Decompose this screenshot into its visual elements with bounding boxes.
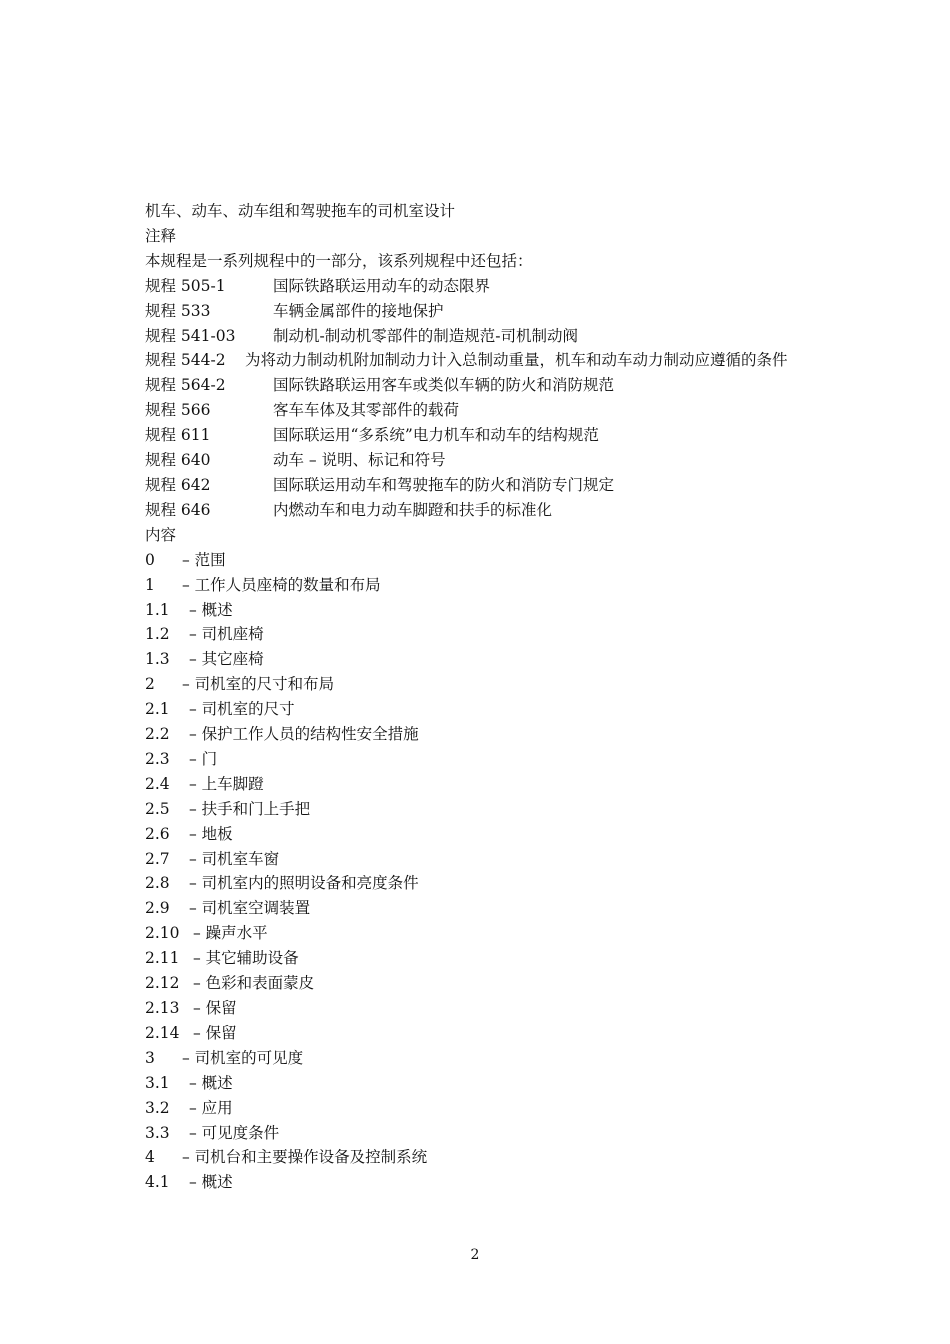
toc-item — [145, 548, 815, 573]
contents-heading: 内容 — [145, 525, 177, 544]
regulation-code: 规程 533 — [145, 301, 211, 320]
regulation-text: 国际铁路联运用客车或类似车辆的防火和消防规范 — [273, 376, 615, 395]
toc-item — [145, 672, 815, 697]
regulation-text: 制动机-制动机零部件的制造规范-司机制动阀 — [273, 326, 578, 345]
toc-item — [145, 647, 815, 672]
toc-number: 2.3 — [145, 749, 170, 768]
toc-item — [145, 722, 815, 747]
toc-number: 1.1 — [145, 600, 170, 619]
regulation-text: 国际联运用动车和驾驶拖车的防火和消防专门规定 — [273, 475, 615, 494]
toc-item — [145, 847, 815, 872]
toc-item — [145, 797, 815, 822]
toc-text: – 概述 — [189, 1073, 233, 1092]
toc-text: – 躁声水平 — [193, 924, 268, 943]
regulation-code: 规程 564-2 — [145, 376, 226, 395]
toc-text: – 司机室车窗 — [189, 849, 280, 868]
regulation-code: 规程 642 — [145, 475, 211, 494]
toc-number: 3.3 — [145, 1123, 170, 1142]
toc-text: – 司机座椅 — [189, 625, 264, 644]
regulation-text: 为将动力制动机附加制动力计入总制动重量，机车和动车动力制动应遵循的条件 — [245, 351, 788, 370]
toc-item — [145, 921, 815, 946]
regulation-text: 国际铁路联运用动车的动态限界 — [273, 276, 491, 295]
toc-item — [145, 573, 815, 598]
toc-number: 3.1 — [145, 1073, 170, 1092]
toc-item — [145, 622, 815, 647]
regulation-text: 内燃动车和电力动车脚蹬和扶手的标准化 — [273, 500, 553, 519]
regulation-item — [145, 373, 815, 398]
document-title: 机车、动车、动车组和驾驶拖车的司机室设计 — [145, 202, 456, 220]
toc-number: 3.2 — [145, 1098, 170, 1117]
toc-text: – 司机室内的照明设备和亮度条件 — [189, 874, 419, 893]
toc-number: 1.3 — [145, 650, 170, 669]
toc-number: 2.12 — [145, 974, 180, 993]
toc-item — [145, 772, 815, 797]
toc-item — [145, 1170, 815, 1195]
toc-number: 2.5 — [145, 799, 170, 818]
page-number: 2 — [470, 1247, 480, 1263]
regulation-item — [145, 473, 815, 498]
toc-text: – 范围 — [182, 550, 226, 569]
toc-number: 4 — [145, 1148, 155, 1167]
toc-number: 4.1 — [145, 1173, 170, 1192]
note-heading: 注释 — [145, 226, 177, 245]
toc-text: – 保留 — [193, 999, 237, 1017]
toc-item — [145, 1046, 815, 1071]
toc-text: – 保留 — [193, 1023, 237, 1042]
toc-text: – 司机室的尺寸和布局 — [182, 675, 335, 694]
toc-text: – 司机室的尺寸 — [189, 700, 295, 719]
regulation-code: 规程 541-03 — [145, 326, 236, 345]
toc-item — [145, 871, 815, 896]
toc-item — [145, 697, 815, 722]
toc-item — [145, 1021, 815, 1046]
toc-text: – 概述 — [189, 600, 233, 619]
toc-number: 1.2 — [145, 625, 170, 644]
toc-number: 2.9 — [145, 899, 170, 918]
regulation-item — [145, 348, 815, 373]
toc-item — [145, 1145, 815, 1170]
toc-item — [145, 971, 815, 996]
toc-number: 2.10 — [145, 924, 180, 943]
regulation-item — [145, 398, 815, 423]
regulation-code: 规程 566 — [145, 401, 211, 420]
regulation-code: 规程 646 — [145, 500, 211, 519]
toc-number: 1 — [145, 575, 155, 594]
toc-text: – 上车脚蹬 — [189, 774, 264, 793]
regulation-code: 规程 505-1 — [145, 276, 226, 295]
toc-text: – 其它辅助设备 — [193, 949, 299, 968]
toc-number: 0 — [145, 550, 155, 569]
toc-text: – 保护工作人员的结构性安全措施 — [189, 725, 419, 744]
toc-number: 2.13 — [145, 999, 180, 1017]
toc-number: 2.11 — [145, 949, 180, 968]
toc-text: – 应用 — [189, 1098, 233, 1117]
toc-number: 2.6 — [145, 824, 170, 843]
regulation-text: 动车 – 说明、标记和符号 — [273, 451, 446, 470]
toc-item — [145, 896, 815, 921]
document-body — [145, 199, 815, 1195]
regulation-item — [145, 498, 815, 523]
regulation-item — [145, 448, 815, 473]
toc-text: – 可见度条件 — [189, 1123, 280, 1142]
toc-item — [145, 1071, 815, 1096]
toc-text: – 司机台和主要操作设备及控制系统 — [182, 1148, 428, 1167]
toc-item — [145, 747, 815, 772]
toc-item — [145, 996, 815, 1021]
toc-text: – 地板 — [189, 824, 233, 843]
toc-text: – 司机室空调装置 — [189, 899, 311, 918]
toc-number: 2.14 — [145, 1023, 180, 1042]
regulation-code: 规程 544-2 — [145, 351, 226, 370]
regulation-text: 客车车体及其零部件的载荷 — [273, 401, 460, 420]
toc-item — [145, 598, 815, 623]
toc-number: 2.2 — [145, 725, 170, 744]
regulation-text: 国际联运用“多系统”电力机车和动车的结构规范 — [273, 426, 599, 445]
toc-number: 3 — [145, 1048, 155, 1067]
toc-number: 2.4 — [145, 774, 170, 793]
toc-text: – 色彩和表面蒙皮 — [193, 974, 315, 993]
regulation-item — [145, 299, 815, 324]
regulation-code: 规程 640 — [145, 451, 211, 470]
toc-item — [145, 822, 815, 847]
toc-number: 2 — [145, 675, 155, 694]
intro-text: 本规程是一系列规程中的一部分，该系列规程中还包括： — [145, 251, 533, 270]
toc-text: – 门 — [189, 749, 218, 768]
toc-text: – 概述 — [189, 1173, 233, 1192]
regulation-item — [145, 274, 815, 299]
toc-text: – 扶手和门上手把 — [189, 799, 311, 818]
toc-number: 2.7 — [145, 849, 170, 868]
regulation-code: 规程 611 — [145, 426, 211, 445]
toc-item — [145, 946, 815, 971]
regulation-item — [145, 423, 815, 448]
toc-number: 2.1 — [145, 700, 170, 719]
toc-text: – 司机室的可见度 — [182, 1048, 304, 1067]
regulation-text: 车辆金属部件的接地保护 — [273, 301, 444, 320]
regulation-item — [145, 324, 815, 349]
toc-number: 2.8 — [145, 874, 170, 893]
toc-text: – 其它座椅 — [189, 650, 264, 669]
toc-item — [145, 1121, 815, 1146]
toc-item — [145, 1096, 815, 1121]
toc-text: – 工作人员座椅的数量和布局 — [182, 575, 381, 594]
